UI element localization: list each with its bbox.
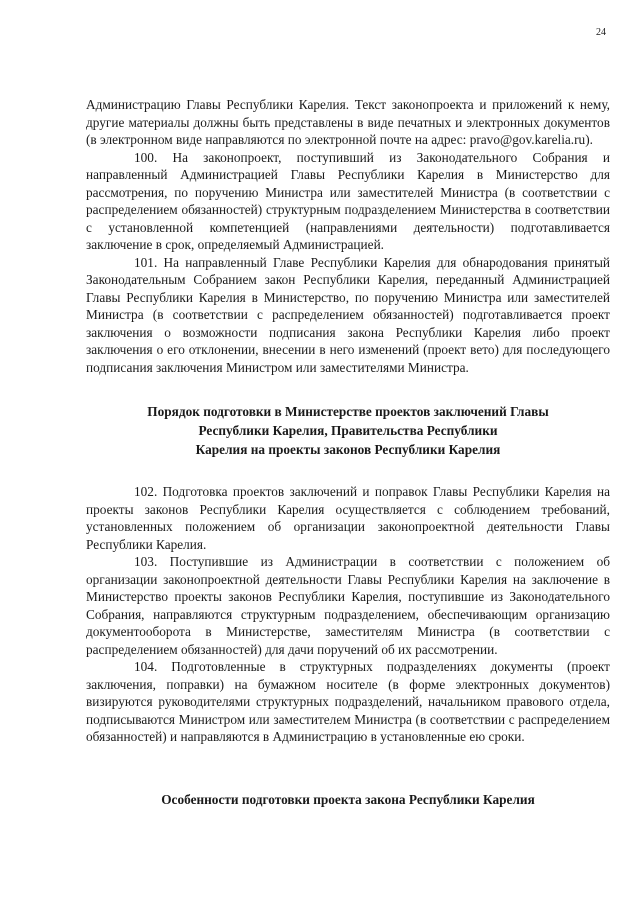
paragraph-continuation: Администрацию Главы Республики Карелия. Текст законопроекта и приложений к нему, другие материалы должны быть представлены в виде печатных и электронных документов (в электронном виде направляются по электронной почте на адрес: pravo@gov.karelia.ru). — [86, 97, 610, 147]
section-heading-line: Республики Карелия, Правительства Республики — [198, 423, 498, 438]
paragraph-104: 104. Подготовленные в структурных подразделениях документы (проект заключения, поправки) на бумажном носителе (в форме электронных документов) визируются руководителями структурных подразделений, начальником правового отдела, подписываются Министром или заместителем Министра (в соответствии с распределением обязанностей) и направляются в Администрацию в установленные ею сроки. — [86, 659, 610, 744]
paragraph-102: 102. Подготовка проектов заключений и поправок Главы Республики Карелия на проекты законов Республики Карелия осуществляется с соблюдением требований, установленных положением об организации законопроектной деятельности Главы Республики Карелия. — [86, 484, 610, 552]
document-body — [86, 96, 610, 809]
paragraph-103: 103. Поступившие из Администрации в соответствии с положением об организации законопроектной деятельности Главы Республики Карелия на заключение в Министерство проекты законов Республики Карелия, поступившие из Законодательного Собрания, направляются структурным подразделением, обеспечивающим организацию документооборота в Министерстве, заместителям Министра (в соответствии с распределением обязанностей) для дачи поручений об их рассмотрении. — [86, 554, 610, 657]
page-number: 24 — [596, 27, 606, 38]
paragraph-100: 100. На законопроект, поступивший из Законодательного Собрания и направленный Администрацией Главы Республики Карелия в Министерство для рассмотрения, по поручению Министра или заместителей Министра (в соответствии с распределением обязанностей) структурным подразделением Министерства в соответствии с установленной компетенцией (направлениями деятельности) подготавливается заключение в срок, определяемый Администрацией. — [86, 149, 610, 252]
section-heading-line: Карелия на проекты законов Республики Карелия — [195, 442, 501, 457]
paragraph-101: 101. На направленный Главе Республики Карелия для обнародования принятый Законодательным Собранием закон Республики Карелия, переданный Администрацией Главы Республики Карелия в Министерство, по поручению Министра или заместителей Министра (в соответствии с распределением обязанностей) подготавливается проект заключения о возможности подписания закона Республики Карелия либо проект заключения о его отклонении, внесении в него изменений (проект вето) для последующего подписания заключения Министром или заместителями Министра. — [86, 254, 610, 375]
section-heading-line: Порядок подготовки в Министерстве проектов заключений Главы — [147, 404, 549, 419]
section-heading-2: Особенности подготовки проекта закона Республики Карелия — [161, 791, 535, 807]
section-heading — [86, 402, 610, 459]
